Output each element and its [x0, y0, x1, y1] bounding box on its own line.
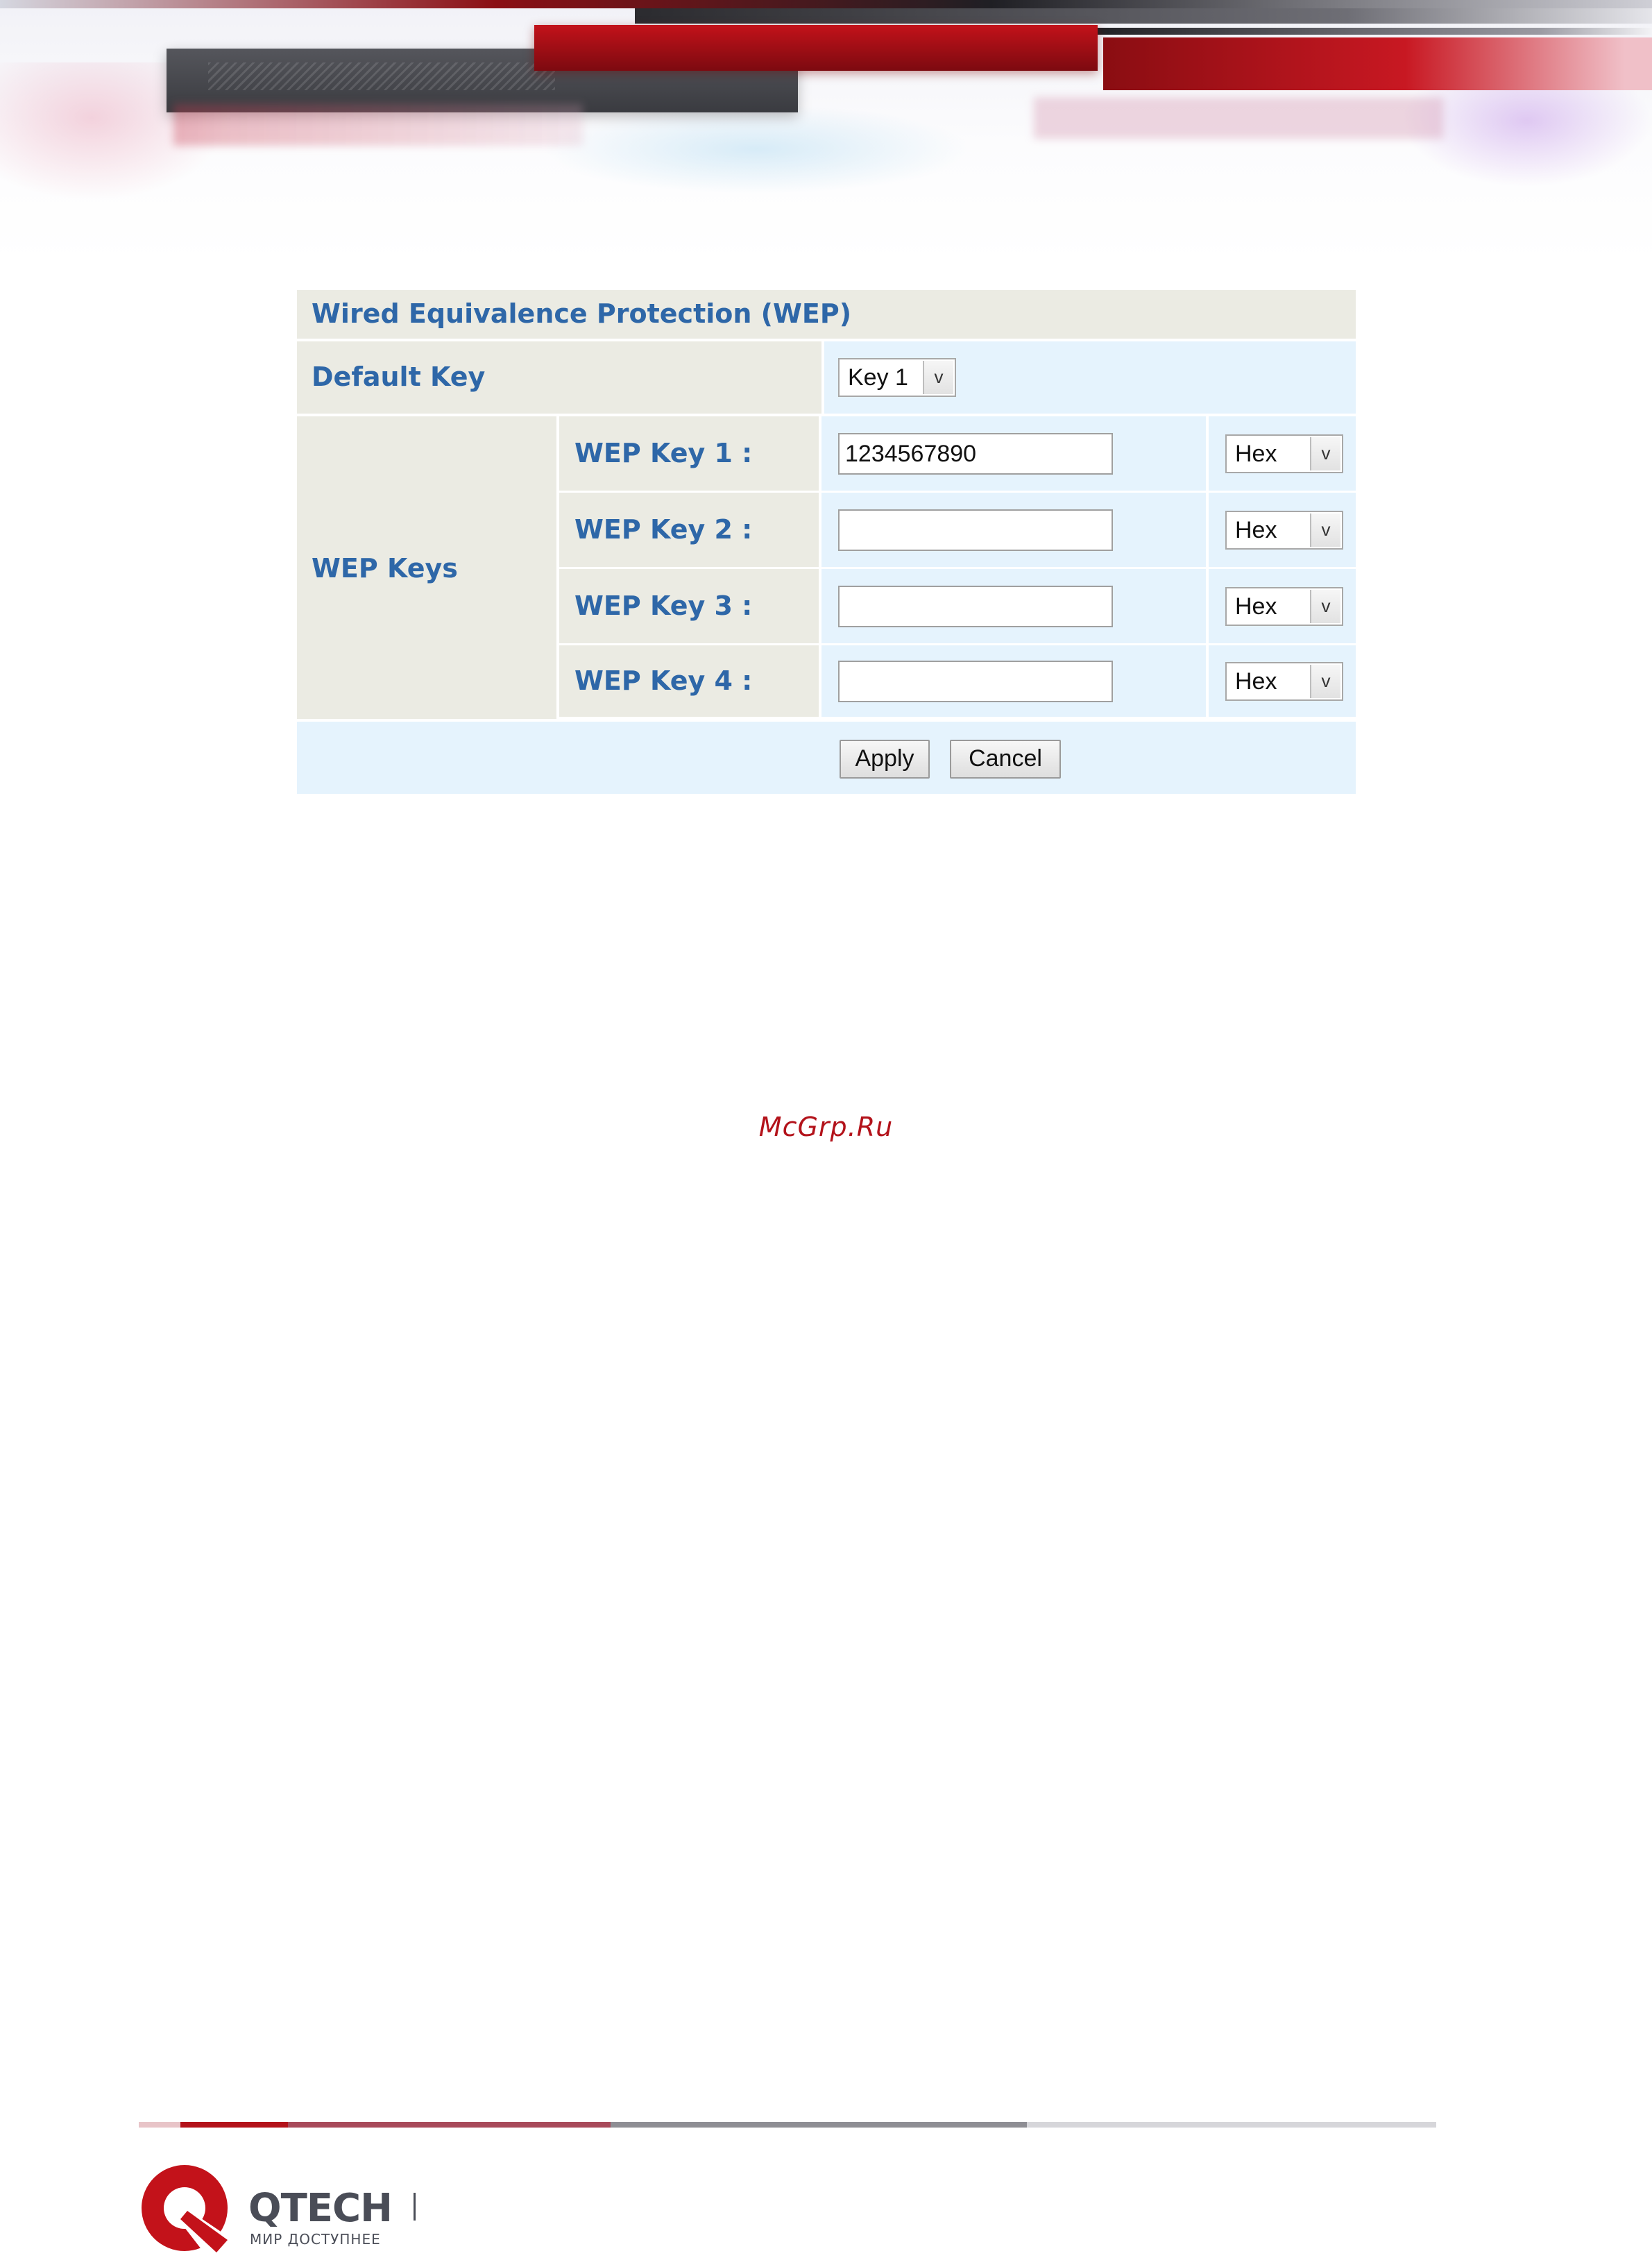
wep-key-input-cell [821, 493, 1206, 567]
wep-title-row [297, 290, 1356, 339]
wep-key-format-cell [1209, 416, 1356, 491]
wep-key-input-cell [821, 416, 1206, 491]
wep-key-input[interactable] [838, 661, 1113, 702]
wep-key-format-select[interactable] [1225, 511, 1343, 550]
wep-key-format-value: Hex [1235, 441, 1277, 467]
apply-button[interactable]: Apply [840, 740, 930, 779]
wep-key-format-value: Hex [1235, 517, 1277, 543]
watermark-text: McGrp.Ru [758, 1112, 894, 1142]
wep-key-label-cell [559, 569, 819, 643]
wep-key-label-cell [559, 493, 819, 567]
chevron-down-icon: v [1310, 513, 1340, 547]
chevron-down-icon: v [1310, 665, 1340, 698]
wep-key-input-cell [821, 645, 1206, 717]
wep-key-input[interactable] [838, 586, 1113, 627]
default-key-value-cell [824, 341, 1356, 414]
wep-keys-label-cell [297, 416, 556, 719]
chevron-down-icon: v [923, 361, 953, 394]
default-key-select[interactable] [838, 358, 956, 397]
cancel-button[interactable]: Cancel [950, 740, 1061, 779]
wep-key-label-cell [559, 416, 819, 491]
wep-key-label: WEP Key 3 : [574, 591, 753, 621]
wep-key-format-select[interactable] [1225, 587, 1343, 626]
qtech-logo-icon [139, 2159, 237, 2258]
action-row [297, 722, 1356, 794]
wep-key-format-cell [1209, 569, 1356, 643]
wep-key-format-value: Hex [1235, 668, 1277, 695]
wep-key-format-select[interactable] [1225, 434, 1343, 473]
wep-title: Wired Equivalence Protection (WEP) [312, 298, 852, 329]
wep-key-label-cell [559, 645, 819, 717]
footer-line-gray [611, 2122, 1027, 2128]
wep-key-format-select[interactable] [1225, 662, 1343, 701]
wep-keys-label: WEP Keys [312, 553, 458, 584]
footer-line-pink [139, 2122, 180, 2128]
wep-key-label: WEP Key 1 : [574, 438, 753, 468]
chevron-down-icon: v [1310, 437, 1340, 470]
default-key-selected: Key 1 [848, 364, 908, 391]
wep-key-format-cell [1209, 493, 1356, 567]
wep-key-label: WEP Key 2 : [574, 514, 753, 545]
wep-key-input[interactable] [838, 509, 1113, 551]
default-key-label-cell [297, 341, 821, 414]
wep-key-input-cell [821, 569, 1206, 643]
footer-separator [414, 2193, 416, 2221]
footer-line-red [180, 2122, 288, 2128]
chevron-down-icon: v [1310, 590, 1340, 623]
footer-line-mauve [288, 2122, 611, 2128]
brand-tagline: МИР ДОСТУПНЕЕ [250, 2231, 381, 2248]
footer-line-light [1027, 2122, 1436, 2128]
wep-key-format-cell [1209, 645, 1356, 717]
default-key-label: Default Key [312, 362, 486, 392]
wep-key-label: WEP Key 4 : [574, 665, 753, 696]
brand-name: QTECH [248, 2186, 393, 2231]
wep-key-input[interactable] [838, 433, 1113, 475]
wep-key-format-value: Hex [1235, 593, 1277, 620]
